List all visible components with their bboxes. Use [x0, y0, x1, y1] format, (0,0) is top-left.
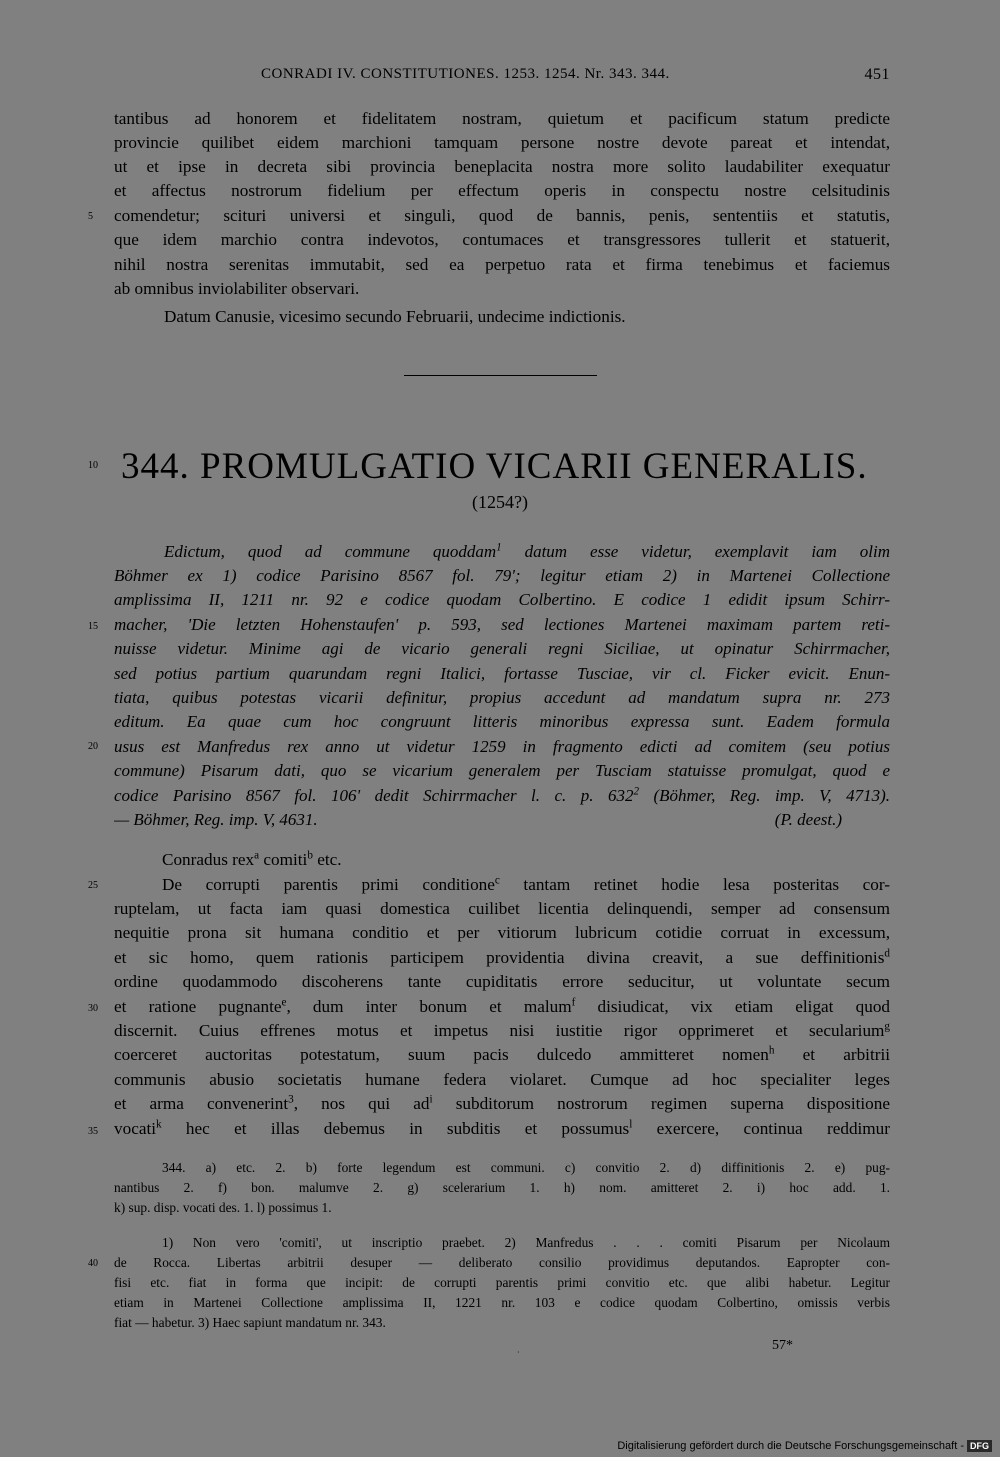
text-line: vocati$^k$ hec et illas debemus in subditis et possumus$^l$ exercere, continua reddimur — [114, 1118, 890, 1138]
page-number: 451 — [864, 66, 890, 83]
document-date: (1254?) — [472, 492, 528, 512]
text-line: ruptelam, ut facta iam quasi domestica cuilibet licentia delinquendi, semper ad consensum — [114, 899, 890, 918]
greeting-line: Conradus rex$^a$ comiti$^b$ etc. — [162, 849, 342, 869]
text-line: provincie quilibet eidem marchioni tamquam persone nostre devote pareat et intendat, — [114, 133, 890, 152]
footnote-line: 1) Non vero 'comiti', ut inscriptio praebet. 2) Manfredus . . . comiti Pisarum per Nicolaum — [162, 1235, 890, 1250]
line-number: 35 — [88, 1126, 98, 1137]
apparatus-line: k) sup. disp. vocati des. 1. l) possimus 1. — [114, 1200, 332, 1215]
apparatus-line: 344. a) etc. 2. b) forte legendum est communi. c) convitio 2. d) diffinitionis 2. e) pug- — [162, 1160, 890, 1175]
line-number: 30 — [88, 1003, 98, 1014]
intro-line: Böhmer ex 1) codice Parisino 8567 fol. 79'; legitur etiam 2) in Martenei Collectione — [114, 566, 890, 585]
line-number: 15 — [88, 621, 98, 632]
line-number: 40 — [88, 1258, 98, 1269]
text-line: et ratione pugnante$^e$, dum inter bonum et malum$^f$ disiudicat, vix etiam eligat quod — [114, 996, 890, 1016]
intro-line: codice Parisino 8567 fol. 106' dedit Schirrmacher l. c. p. $632^2$ (Böhmer, Reg. imp. V, 4713). — [114, 785, 890, 805]
dfg-logo: DFG — [967, 1440, 992, 1452]
running-header — [114, 66, 890, 90]
intro-line: usus est Manfredus rex anno ut videtur 1259 in fragmento edicti ad comitem (seu potius — [114, 737, 890, 756]
text-line: nihil nostra serenitas immutabit, sed ea perpetuo rata et firma tenebimus et faciemus — [114, 255, 890, 274]
text-line: discernit. Cuius effrenes motus et impetus nisi iustitie rigor opprimeret et secularium$^g$ — [114, 1020, 890, 1040]
intro-line: sed potius partium quarundam regni Italici, fortasse Tusciae, vir cl. Ficker evicit. Enun- — [114, 664, 890, 683]
running-head: CONRADI IV. CONSTITUTIONES. 1253. 1254. Nr. 343. 344. — [261, 66, 670, 82]
text-line: et sic homo, quem rationis participem providentia divina creavit, a sue deffinitionis$^d$ — [114, 947, 890, 967]
credit-text: Digitalisierung gefördert durch die Deutsche Forschungsgemeinschaft - — [617, 1440, 964, 1452]
line-number: 5 — [88, 211, 93, 222]
intro-line: macher, 'Die letzten Hohenstaufen' p. 593, sed lectiones Martenei maximam partem reti- — [114, 615, 890, 634]
intro-line: commune) Pisarum dati, quo se vicarium generalem per Tusciam statuisse promulgat, quod e — [114, 761, 890, 780]
text-line: ut et ipse in decreta sibi provincia beneplacita nostra more solito laudabiliter exequatur — [114, 157, 890, 176]
signature-mark: 57* — [772, 1338, 793, 1353]
footnote-line: etiam in Martenei Collectione amplissima II, 1221 nr. 103 e codice quodam Colbertino, omissis verbis — [114, 1295, 890, 1310]
text-line: et affectus nostrorum fidelium per effectum operis in conspectu nostre celsitudinis — [114, 181, 890, 200]
text-line: ordine quodammodo discoherens tante cupiditatis errore seducitur, ut voluntate secum — [114, 972, 890, 991]
intro-line: amplissima II, 1211 nr. 92 e codice quodam Colbertino. E codice 1 edidit ipsum Schirr- — [114, 590, 890, 609]
footnote-line: fisi etc. fiat in forma que incipit: de corrupti parentis primi convitio etc. que alibi habetur. Legitur — [114, 1275, 890, 1290]
note-ref: 2 — [633, 785, 639, 798]
note-ref: 1 — [496, 541, 502, 554]
edition-tag: (P. deest.) — [774, 810, 842, 829]
text-line: communis abusio societatis humane federa violaret. Cumque ad hoc specialiter leges — [114, 1070, 890, 1089]
apparatus-line: nantibus 2. f) bon. malumve 2. g) scelerarium 1. h) nom. amitteret 2. i) hoc add. 1. — [114, 1180, 890, 1195]
digitization-credit — [617, 1440, 992, 1452]
print-mark: · — [517, 1348, 520, 1357]
section-divider — [404, 375, 597, 377]
text-line: que idem marchio contra indevotos, contumaces et transgressores tullerit et statuerit, — [114, 230, 890, 249]
document-title: 344. PROMULGATIO VICARII GENERALIS. — [121, 446, 868, 487]
text-line: ab omnibus inviolabiliter observari. — [114, 279, 360, 298]
intro-line: nuisse videtur. Minime agi de vicario generali regni Siciliae, ut opinatur Schirrmacher, — [114, 639, 890, 658]
intro-line: Edictum, quod ad commune quoddam$^1$ datum esse videtur, exemplavit iam olim — [164, 541, 890, 561]
intro-line: editum. Ea quae cum hoc congruunt litteris minoribus expressa sunt. Eadem formula — [114, 712, 890, 731]
text-line: nequitie prona sit humana conditio et per vitiorum lubricum cotidie corruat in excessum, — [114, 923, 890, 942]
line-number: 25 — [88, 880, 98, 891]
intro-line: — Böhmer, Reg. imp. V, 4631. (P. deest.) — [114, 808, 890, 832]
text-line: tantibus ad honorem et fidelitatem nostram, quietum et pacificum statum predicte — [114, 109, 890, 128]
intro-line: tiata, quibus potestas vicarii definitur, propius accedunt ad mandatum supra nr. 273 — [114, 688, 890, 707]
text-line: comendetur; scituri universi et singuli, quod de bannis, penis, sententiis et statutis, — [114, 206, 890, 225]
datum-line: Datum Canusie, vicesimo secundo Februarii, undecime indictionis. — [164, 307, 626, 326]
text-line: et arma convenerint$^3$, nos qui $ad^i$ subditorum nostrorum regimen superna dispositione — [114, 1093, 890, 1113]
line-number: 20 — [88, 741, 98, 752]
footnote-line: fiat — habetur. 3) Haec sapiunt mandatum nr. 343. — [114, 1315, 386, 1330]
text-line: De corrupti parentis primi conditione$^c$ tantam retinet hodie lesa posteritas cor- — [162, 874, 890, 894]
line-number: 10 — [88, 460, 98, 471]
text-line: coerceret auctoritas potestatum, suum pacis dulcedo ammitteret nomen$^h$ et arbitrii — [114, 1044, 890, 1064]
footnote-line: de Rocca. Libertas arbitrii desuper — deliberato consilio providimus deputandos. Eapropter con- — [114, 1255, 890, 1270]
